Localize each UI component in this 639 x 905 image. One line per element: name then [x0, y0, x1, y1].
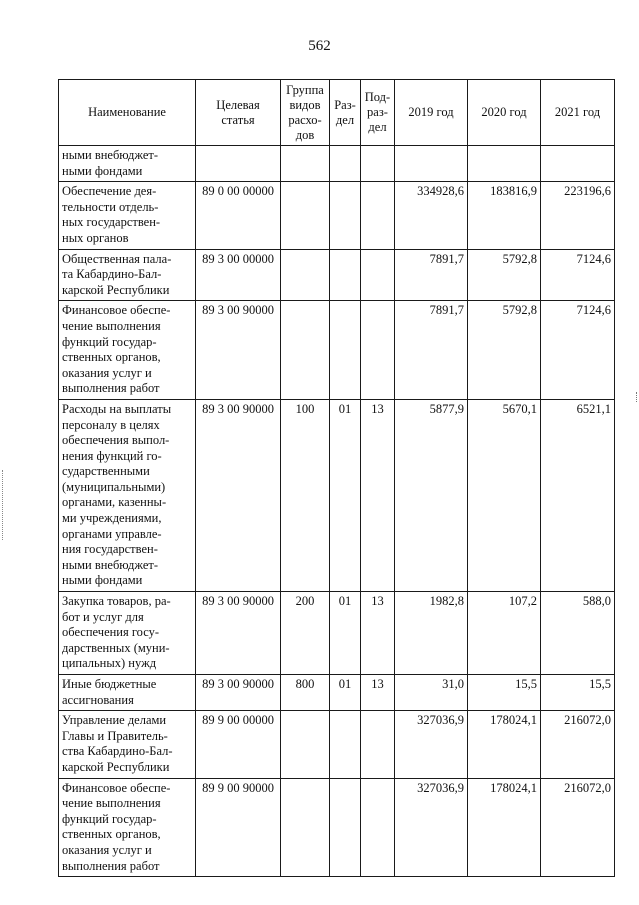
cell-subsection	[361, 778, 395, 877]
cell-2019: 7891,7	[395, 301, 468, 400]
margin-mark	[2, 470, 7, 540]
cell-target: 89 3 00 90000	[196, 399, 281, 591]
cell-2019: 7891,7	[395, 249, 468, 301]
cell-2020: 178024,1	[468, 711, 541, 778]
cell-section	[330, 249, 361, 301]
cell-group	[281, 146, 330, 182]
cell-name: Закупка товаров, ра- бот и услуг для обеспечения госу- дарственных (муни- ципальных) нужд	[59, 592, 196, 675]
cell-section: 01	[330, 675, 361, 711]
cell-group	[281, 182, 330, 249]
cell-name: Общественная пала- та Кабардино-Бал- карской Республики	[59, 249, 196, 301]
table-header-row	[59, 80, 615, 146]
table-row	[59, 675, 615, 711]
cell-2020: 5670,1	[468, 399, 541, 591]
header-name: Наименование	[59, 80, 196, 146]
cell-section: 01	[330, 399, 361, 591]
cell-group	[281, 249, 330, 301]
cell-name: Иные бюджетные ассигнования	[59, 675, 196, 711]
cell-target: 89 9 00 00000	[196, 711, 281, 778]
cell-target	[196, 146, 281, 182]
cell-target: 89 3 00 90000	[196, 301, 281, 400]
table-row	[59, 182, 615, 249]
cell-subsection	[361, 182, 395, 249]
cell-name: Расходы на выплаты персоналу в целях обеспечения выпол- нения функций го- сударственными (муниципальными) органами, казенны- ми учреждениями, органами управле- ния государствен- ными внебюджет- ными фондами	[59, 399, 196, 591]
table-row	[59, 249, 615, 301]
cell-subsection	[361, 146, 395, 182]
cell-2020	[468, 146, 541, 182]
header-section: Раз- дел	[330, 80, 361, 146]
table-row	[59, 301, 615, 400]
cell-subsection: 13	[361, 675, 395, 711]
cell-2019: 327036,9	[395, 711, 468, 778]
cell-target: 89 9 00 90000	[196, 778, 281, 877]
cell-subsection	[361, 249, 395, 301]
cell-subsection	[361, 301, 395, 400]
cell-group	[281, 301, 330, 400]
header-2021: 2021 год	[541, 80, 615, 146]
cell-group: 800	[281, 675, 330, 711]
cell-name: Финансовое обеспе- чение выполнения функций государ- ственных органов, оказания услуг и выполнения работ	[59, 778, 196, 877]
cell-target: 89 3 00 90000	[196, 675, 281, 711]
header-2019: 2019 год	[395, 80, 468, 146]
cell-name: Обеспечение дея- тельности отдель- ных государствен- ных органов	[59, 182, 196, 249]
cell-2021	[541, 146, 615, 182]
cell-2020: 5792,8	[468, 249, 541, 301]
cell-target: 89 3 00 00000	[196, 249, 281, 301]
cell-2019: 334928,6	[395, 182, 468, 249]
header-2020: 2020 год	[468, 80, 541, 146]
cell-group: 200	[281, 592, 330, 675]
cell-2019: 1982,8	[395, 592, 468, 675]
cell-name: Управление делами Главы и Правитель- ства Кабардино-Бал- карской Республики	[59, 711, 196, 778]
cell-group	[281, 778, 330, 877]
cell-2020: 5792,8	[468, 301, 541, 400]
cell-subsection: 13	[361, 399, 395, 591]
cell-name: ными внебюджет- ными фондами	[59, 146, 196, 182]
table-row	[59, 399, 615, 591]
cell-2021: 6521,1	[541, 399, 615, 591]
cell-2021: 216072,0	[541, 778, 615, 877]
cell-2021: 223196,6	[541, 182, 615, 249]
cell-2020: 107,2	[468, 592, 541, 675]
table-row	[59, 592, 615, 675]
cell-2020: 183816,9	[468, 182, 541, 249]
cell-section: 01	[330, 592, 361, 675]
cell-target: 89 0 00 00000	[196, 182, 281, 249]
cell-name: Финансовое обеспе- чение выполнения функций государ- ственных органов, оказания услуг и выполнения работ	[59, 301, 196, 400]
cell-subsection: 13	[361, 592, 395, 675]
header-subsection: Под- раз- дел	[361, 80, 395, 146]
table-row	[59, 146, 615, 182]
cell-section	[330, 778, 361, 877]
table-row	[59, 778, 615, 877]
cell-2020: 178024,1	[468, 778, 541, 877]
cell-2021: 7124,6	[541, 249, 615, 301]
header-target: Целевая статья	[196, 80, 281, 146]
cell-2021: 588,0	[541, 592, 615, 675]
cell-group	[281, 711, 330, 778]
cell-target: 89 3 00 90000	[196, 592, 281, 675]
cell-2020: 15,5	[468, 675, 541, 711]
margin-mark-right	[633, 392, 637, 402]
cell-2019: 31,0	[395, 675, 468, 711]
cell-section	[330, 711, 361, 778]
table-body	[59, 146, 615, 877]
cell-section	[330, 182, 361, 249]
cell-2019: 327036,9	[395, 778, 468, 877]
cell-2021: 7124,6	[541, 301, 615, 400]
cell-subsection	[361, 711, 395, 778]
budget-table	[58, 79, 615, 877]
page-number: 562	[308, 38, 331, 54]
cell-group: 100	[281, 399, 330, 591]
cell-section	[330, 146, 361, 182]
cell-2019	[395, 146, 468, 182]
header-group: Группа видов расхо- дов	[281, 80, 330, 146]
cell-2019: 5877,9	[395, 399, 468, 591]
cell-2021: 216072,0	[541, 711, 615, 778]
table-row	[59, 711, 615, 778]
cell-2021: 15,5	[541, 675, 615, 711]
cell-section	[330, 301, 361, 400]
